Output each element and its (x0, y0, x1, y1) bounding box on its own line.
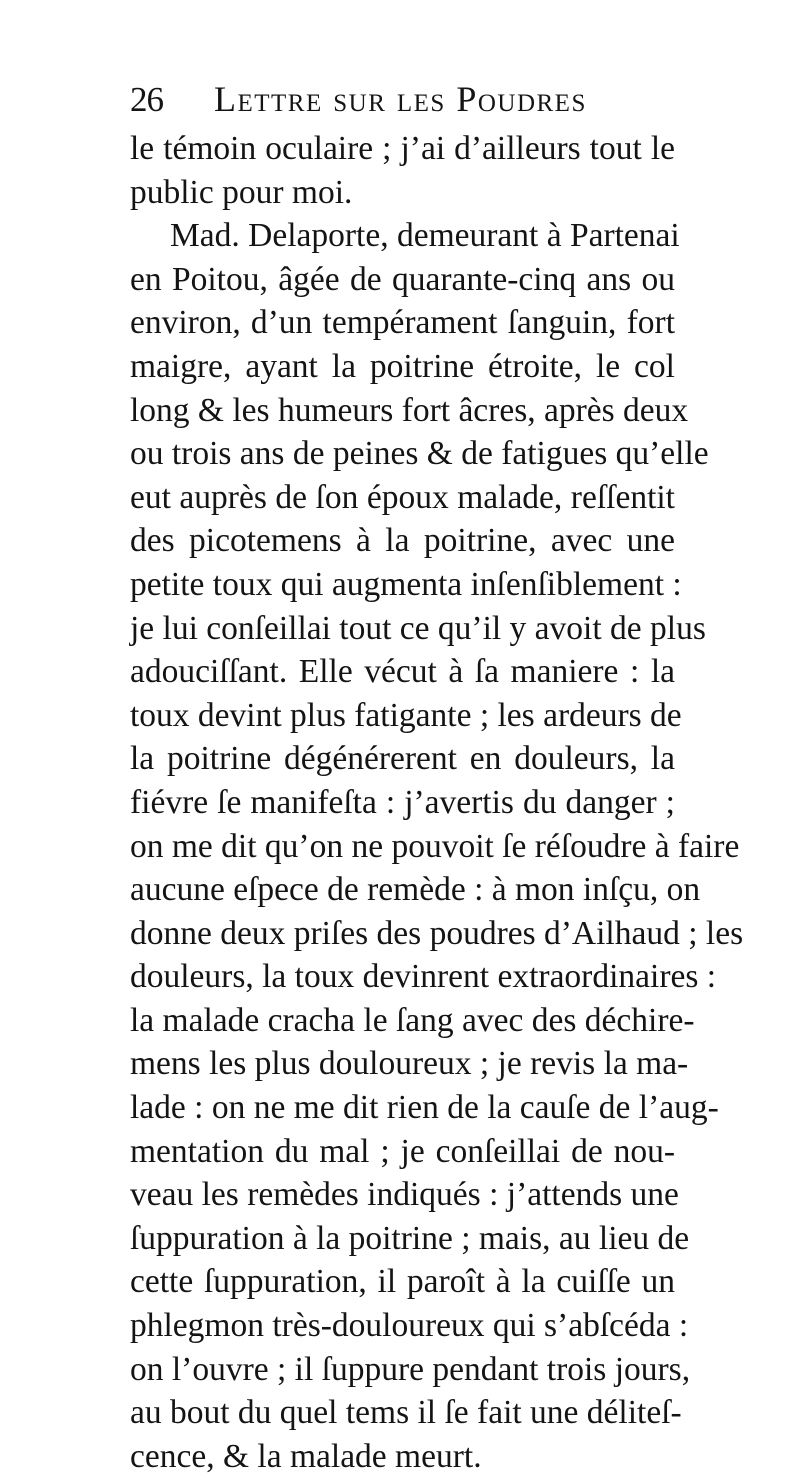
paragraph-first-line: Mad. Delaporte, demeurant à Partenai (170, 217, 680, 255)
text-line: des picotemens à la poitrine, avec une (130, 522, 675, 560)
text-line: long & les humeurs fort âcres, après deux (130, 391, 689, 429)
body-text (130, 127, 744, 1478)
text-line: douleurs, la toux devinrent extraordinaires : (130, 958, 717, 996)
text-line: aucune eſpece de remède : à mon inſçu, on (130, 871, 701, 909)
text-line: cence, & la malade meurt. (130, 1437, 482, 1475)
text-line: en Poitou, âgée de quarante-cinq ans ou (130, 260, 675, 298)
text-line: on me dit qu’on ne pouvoit ſe réſoudre à faire (130, 827, 740, 865)
text-line: mentation du mal ; je conſeillai de nou- (130, 1132, 675, 1170)
text-line: phlegmon très-douloureux qui s’abſcéda : (130, 1307, 689, 1345)
text-line: je lui conſeillai tout ce qu’il y avoit de plus (130, 609, 706, 647)
text-line: maigre, ayant la poitrine étroite, le col (130, 347, 675, 385)
text-line: donne deux priſes des poudres d’Ailhaud ; les (130, 914, 744, 952)
text-line: mens les plus douloureux ; je revis la ma- (130, 1045, 689, 1083)
page-number: 26 (130, 80, 163, 119)
text-line: public pour moi. (130, 173, 353, 211)
text-line: fiévre ſe manifeſta : j’avertis du danger ; (130, 783, 675, 821)
text-line: on l’ouvre ; il ſuppure pendant trois jours, (130, 1350, 691, 1388)
running-title: Lettre sur les Poudres (214, 79, 587, 119)
text-line: adouciſſant. Elle vécut à ſa maniere : la (130, 653, 675, 691)
text-line: environ, d’un tempérament ſanguin, fort (130, 304, 675, 342)
text-line: ou trois ans de peines & de fatigues qu’elle (130, 435, 709, 473)
text-line: la poitrine dégénérerent en douleurs, la (130, 740, 675, 778)
text-line: cette ſuppuration, il paroît à la cuiſſe un (130, 1263, 675, 1301)
text-line: ſuppuration à la poitrine ; mais, au lieu de (130, 1219, 690, 1257)
text-line: lade : on ne me dit rien de la cauſe de l’aug- (130, 1089, 719, 1127)
text-line: la malade cracha le ſang avec des déchire- (130, 1001, 695, 1039)
text-line: petite toux qui augmenta inſenſiblement : (130, 565, 682, 603)
text-line: veau les remèdes indiqués : j’attends une (130, 1176, 679, 1214)
text-line: au bout du quel tems il ſe fait une déliteſ- (130, 1394, 682, 1432)
text-line: le témoin oculaire ; j’ai d’ailleurs tout le (130, 130, 675, 167)
page-header (130, 74, 690, 126)
text-line: eut auprès de ſon époux malade, reſſentit (130, 478, 675, 516)
text-line: toux devint plus fatigante ; les ardeurs de (130, 696, 682, 734)
